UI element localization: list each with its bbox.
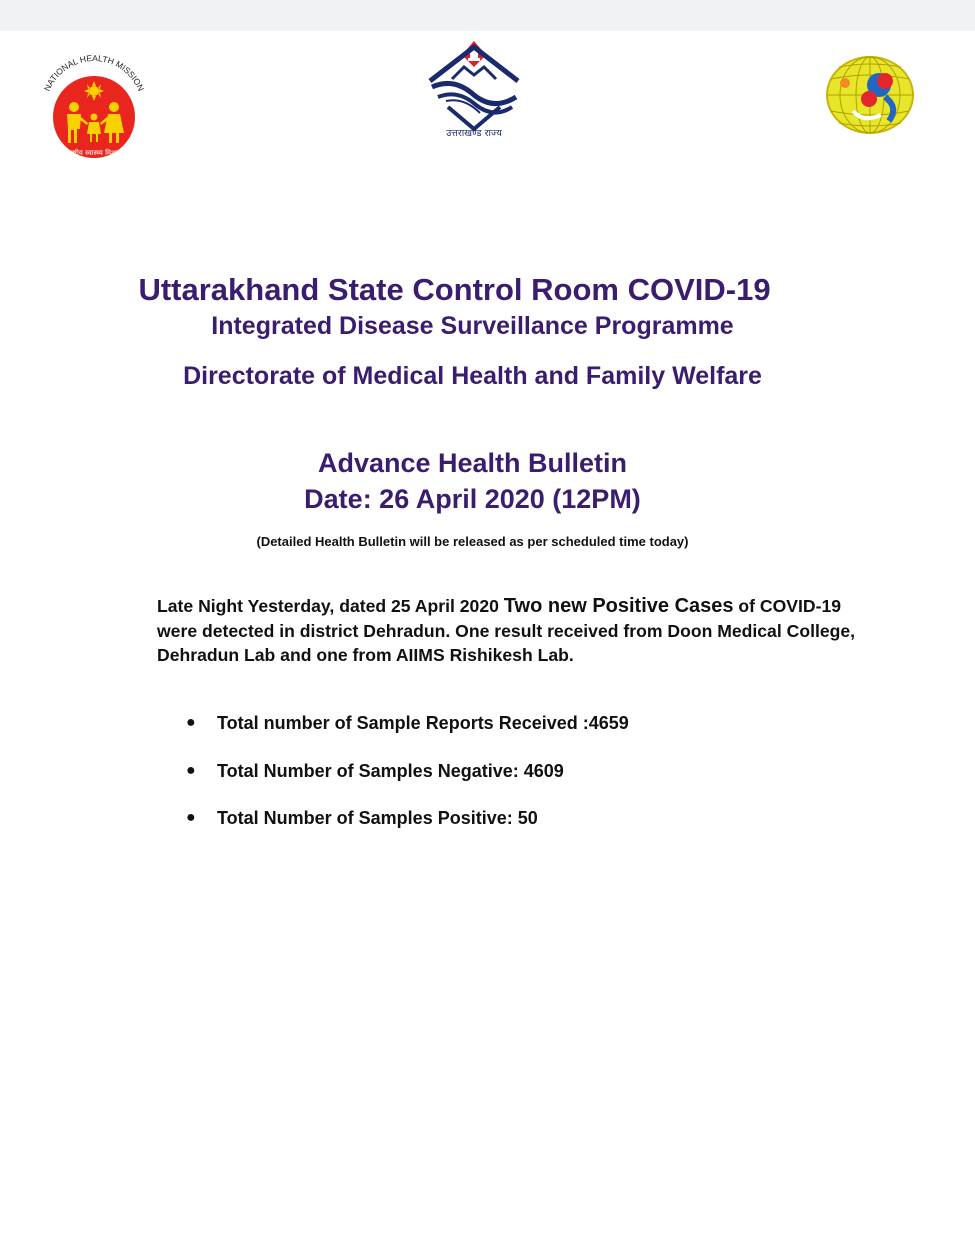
- page-title: Uttarakhand State Control Room COVID-19: [138, 272, 771, 307]
- bulletin-page: [0, 31, 975, 1238]
- bullet-icon: ●: [186, 809, 196, 826]
- state-logo-hindi-text: उत्तराखण्ड राज्य: [446, 128, 502, 137]
- uttarakhand-state-logo: [424, 37, 524, 137]
- update-emphasis: Two new Positive Cases: [503, 595, 734, 617]
- program-subtitle: Integrated Disease Surveillance Programme: [211, 312, 734, 340]
- update-text-part-1: Late Night Yesterday, dated 25 April 2020: [157, 596, 504, 616]
- bulletin-note: (Detailed Health Bulletin will be released as per scheduled time today): [256, 534, 689, 549]
- bullet-icon: ●: [186, 761, 196, 779]
- update-text-part-2: of COVID-19 were detected in district Dehradun. One result received from Doon Medical College, Dehradun Lab and one from AIIMS Rishikesh Lab.: [157, 596, 856, 665]
- stat-reports-received: Total number of Sample Reports Received :4659: [217, 713, 629, 733]
- stat-samples-positive: Total Number of Samples Positive: 50: [217, 808, 538, 828]
- bullet-icon: ●: [186, 714, 196, 731]
- nhm-logo-text: NATIONAL HEALTH MISSION: [41, 52, 147, 93]
- stat-samples-negative: Total Number of Samples Negative: 4609: [217, 760, 564, 781]
- national-health-mission-logo: [32, 51, 154, 163]
- update-paragraph: [157, 594, 857, 668]
- idsp-globe-logo: [823, 51, 917, 135]
- bulletin-title: Advance Health Bulletin: [317, 448, 628, 478]
- directorate-subtitle: Directorate of Medical Health and Family Welfare: [183, 362, 762, 390]
- nhm-logo-hindi-text: राष्ट्रीय स्वास्थ्य मिशन: [68, 149, 120, 157]
- bulletin-date: Date: 26 April 2020 (12PM): [304, 484, 641, 514]
